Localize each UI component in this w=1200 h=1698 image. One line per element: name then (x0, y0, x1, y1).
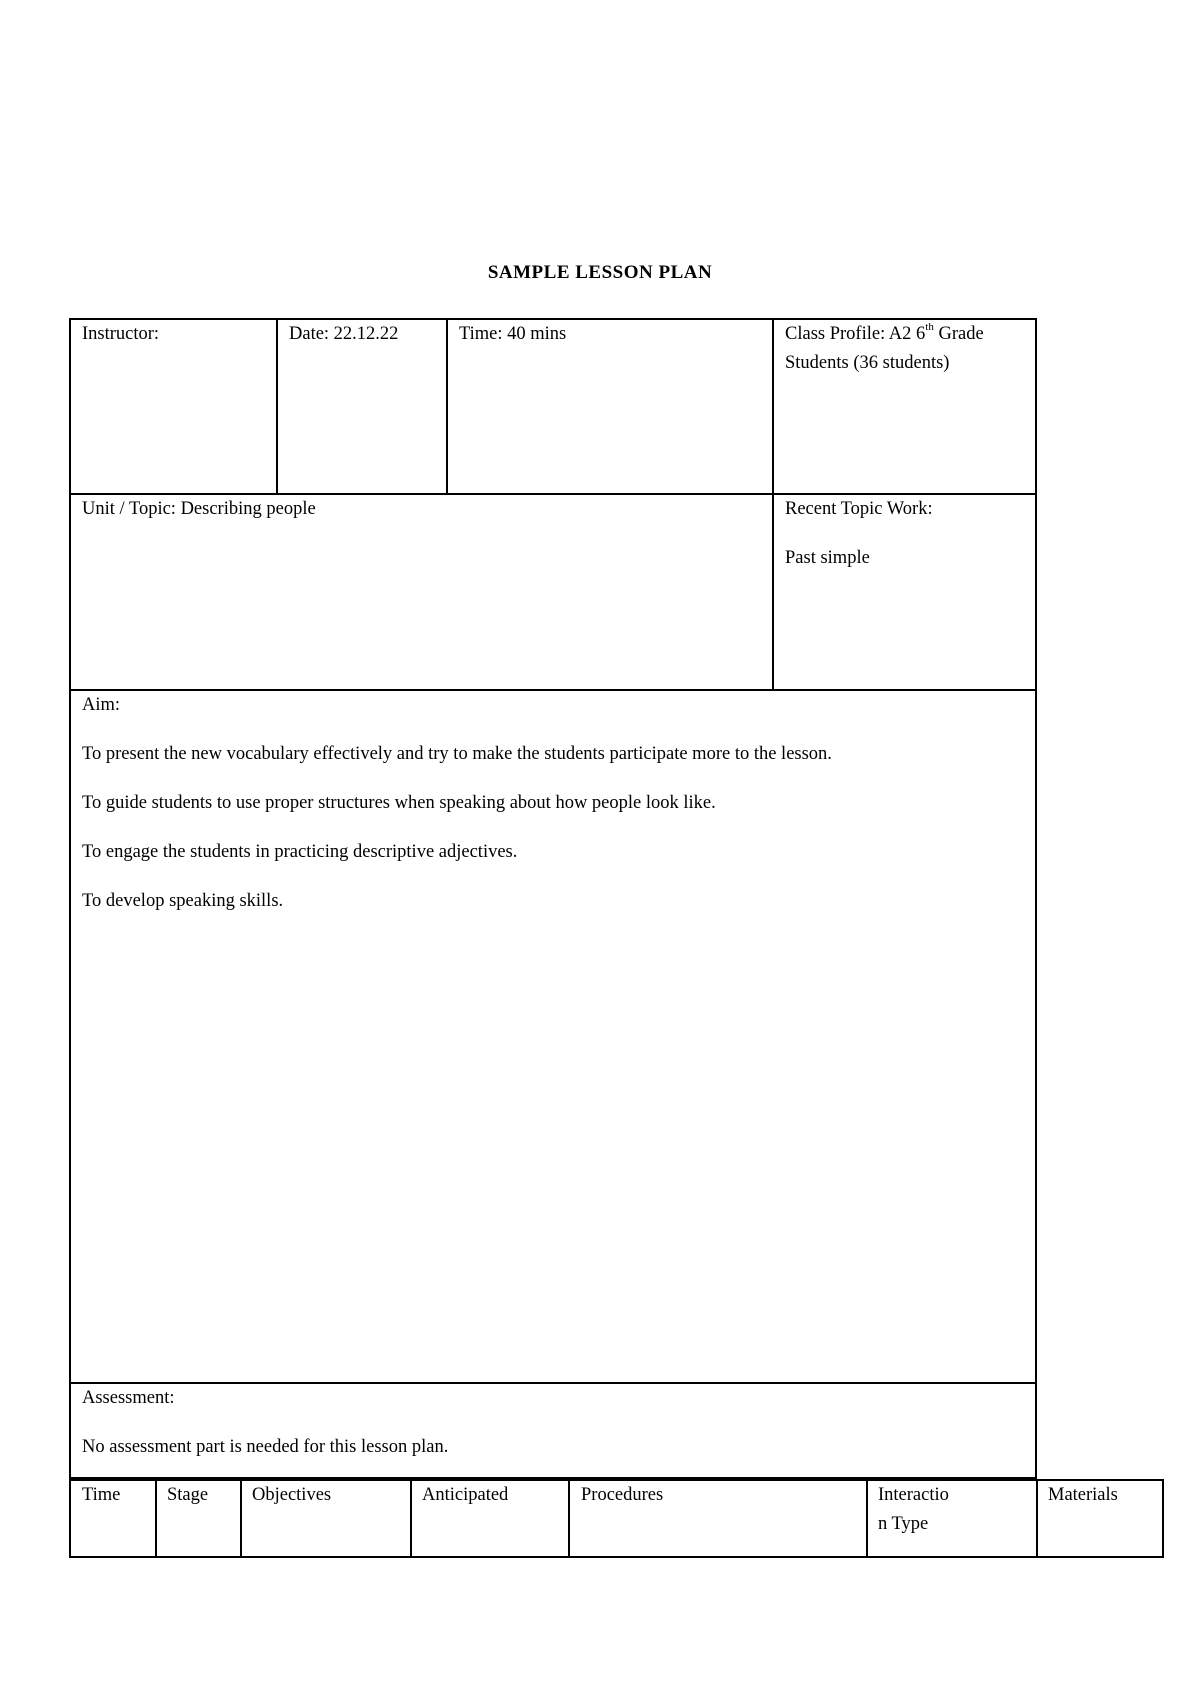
column-header-materials: Materials (1048, 1485, 1118, 1505)
aim-item: To present the new vocabulary effectively and try to make the students participate more to the lesson. (82, 744, 832, 764)
column-divider (410, 1479, 412, 1558)
column-divider (240, 1479, 242, 1558)
aim-section (82, 691, 832, 936)
date-cell: Date: 22.12.22 (289, 324, 399, 344)
column-header-time: Time (82, 1485, 121, 1505)
unit-topic-cell: Unit / Topic: Describing people (82, 499, 316, 519)
aim-item: To develop speaking skills. (82, 891, 284, 911)
column-divider (772, 318, 774, 691)
column-header-objectives: Objectives (252, 1485, 332, 1505)
column-divider (276, 318, 278, 495)
class-profile-grade: Grade (933, 324, 984, 344)
column-header-stage: Stage (167, 1485, 209, 1505)
instructor-cell: Instructor: (82, 324, 160, 344)
assessment-section (82, 1384, 448, 1462)
class-profile-students: Students (36 students) (785, 353, 950, 373)
class-profile-ordinal: th (925, 320, 934, 333)
column-header-interaction-type (878, 1481, 949, 1539)
aim-item: To engage the students in practicing descriptive adjectives. (82, 842, 518, 862)
interaction-line2: n Type (878, 1514, 929, 1534)
page-title: SAMPLE LESSON PLAN (487, 262, 713, 283)
column-header-procedures: Procedures (581, 1485, 664, 1505)
column-divider (866, 1479, 868, 1558)
assessment-label: Assessment: (82, 1388, 175, 1408)
recent-topic-label: Recent Topic Work: (785, 499, 933, 519)
assessment-text: No assessment part is needed for this lesson plan. (82, 1437, 449, 1457)
column-header-anticipated: Anticipated (422, 1485, 509, 1505)
class-profile-text: Class Profile: A2 6 (785, 324, 926, 344)
column-divider (568, 1479, 570, 1558)
class-profile-cell (785, 320, 984, 378)
aim-item: To guide students to use proper structures when speaking about how people look like. (82, 793, 716, 813)
column-divider (446, 318, 448, 495)
recent-topic-value: Past simple (785, 548, 870, 568)
column-divider (155, 1479, 157, 1558)
recent-topic-cell (785, 495, 933, 573)
aim-label: Aim: (82, 695, 121, 715)
column-divider (1036, 1479, 1038, 1558)
time-cell: Time: 40 mins (459, 324, 567, 344)
interaction-line1: Interactio (878, 1485, 949, 1505)
